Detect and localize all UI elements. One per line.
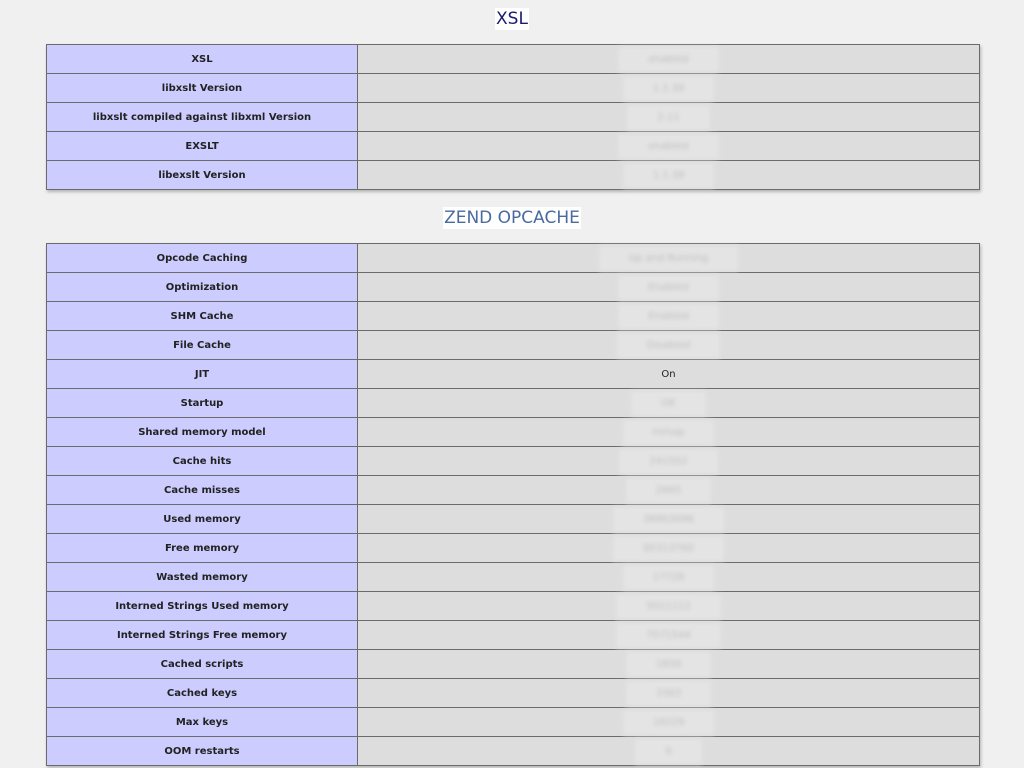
row-value-cell [358,592,980,621]
table-row [47,737,980,766]
row-value-cell [358,132,980,161]
row-label: Max keys [47,708,358,737]
row-label: Free memory [47,534,358,563]
table-row [47,161,980,190]
table-row [47,505,980,534]
row-value-cell [358,161,980,190]
xsl-info-table [46,44,980,190]
row-value-cell [358,534,980,563]
table-row [47,621,980,650]
section-heading-text: ZEND OPCACHE [444,208,580,228]
opcache-info-table [46,243,980,766]
row-label: Interned Strings Free memory [47,621,358,650]
row-value-cell [358,650,980,679]
row-value: 16229 [623,710,715,735]
table-row [47,563,980,592]
row-label: Optimization [47,273,358,302]
row-label: Wasted memory [47,563,358,592]
row-label: OOM restarts [47,737,358,766]
row-value: 7571544 [616,623,721,648]
row-label: SHM Cache [47,302,358,331]
table-row [47,132,980,161]
row-value: 3363 [626,681,711,706]
row-value: 0 [635,739,701,764]
table-row [47,331,980,360]
table-row [47,103,980,132]
row-value: Disabled [617,333,720,358]
row-value: OK [631,391,705,416]
row-value: Enabled [618,275,718,300]
row-value-cell [358,621,980,650]
row-label: File Cache [47,331,358,360]
row-value: mmap [623,420,715,445]
row-label: libxslt Version [47,74,358,103]
table-row [47,592,980,621]
section-heading-text: XSL [496,9,528,29]
row-label: Shared memory model [47,418,358,447]
row-value: 1.1.39 [623,163,715,188]
row-label: EXSLT [47,132,358,161]
row-value-cell [358,737,980,766]
row-value: 38903696 [613,507,724,532]
table-row [47,45,980,74]
row-value: enabled [618,134,718,159]
row-label: Interned Strings Used memory [47,592,358,621]
table-row [47,679,980,708]
row-label: XSL [47,45,358,74]
row-value-cell [358,679,980,708]
row-value: 2.11 [627,105,709,130]
row-value-cell [358,45,980,74]
row-label: Cached scripts [47,650,358,679]
table-row [47,360,980,389]
table-row [47,418,980,447]
row-value-cell [358,418,980,447]
row-label: Cache misses [47,476,358,505]
row-value-cell [358,103,980,132]
row-value: 17728 [623,565,715,590]
row-value: 95313760 [613,536,724,561]
table-row [47,534,980,563]
row-value-cell [358,447,980,476]
row-value: 2895 [626,478,711,503]
row-label: Cached keys [47,679,358,708]
row-label: libxslt compiled against libxml Version [47,103,358,132]
row-value-cell [358,244,980,273]
row-value-cell [358,476,980,505]
row-label: Cache hits [47,447,358,476]
table-row [47,244,980,273]
row-value-cell [358,505,980,534]
row-value: Up and Running [599,246,739,271]
table-row [47,273,980,302]
table-row [47,650,980,679]
row-value-cell [358,331,980,360]
row-label: Opcode Caching [47,244,358,273]
row-value: 1859 [626,652,711,677]
row-value-cell [358,563,980,592]
row-label: libexslt Version [47,161,358,190]
table-row [47,447,980,476]
section-heading-xsl [0,8,1024,30]
row-value-cell [358,273,980,302]
row-value: On [661,368,676,380]
row-value-cell [358,708,980,737]
row-value-cell [358,74,980,103]
row-value: 5011112 [616,594,721,619]
row-value: 241552 [619,449,717,474]
row-value: 1.1.39 [623,76,715,101]
table-row [47,476,980,505]
table-row [47,302,980,331]
table-row [47,708,980,737]
row-label: Startup [47,389,358,418]
table-row [47,389,980,418]
row-value-cell [358,302,980,331]
row-value: Enabled [618,304,718,329]
row-label: Used memory [47,505,358,534]
section-heading-opcache [0,207,1024,229]
table-row [47,74,980,103]
row-label: JIT [47,360,358,389]
row-value-cell [358,360,980,389]
row-value: enabled [618,47,718,72]
row-value-cell [358,389,980,418]
